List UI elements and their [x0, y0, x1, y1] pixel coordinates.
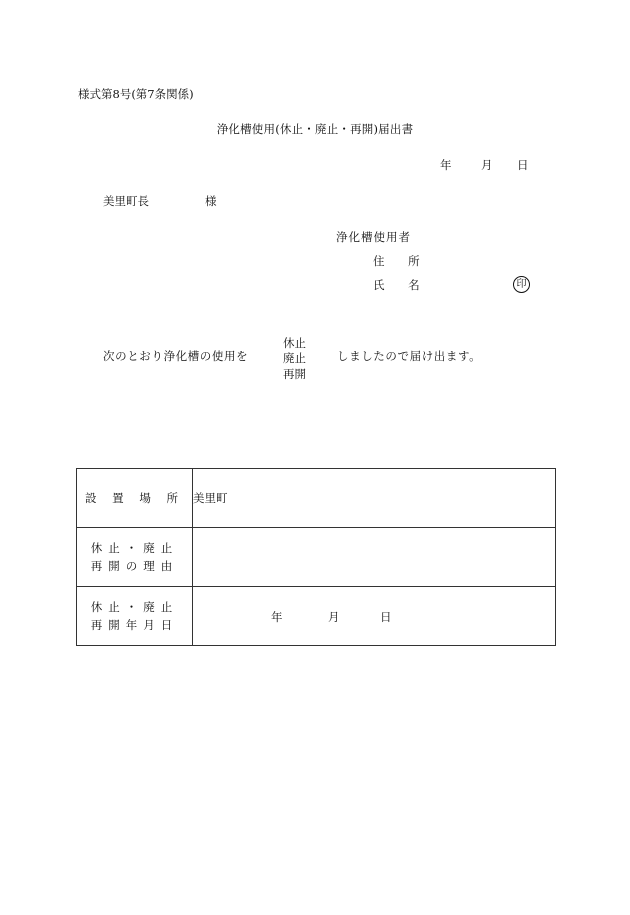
date-label-line-1: 休止・廃止 [90, 600, 179, 614]
location-value-cell [193, 469, 556, 528]
addressee-name: 美里町長 [103, 194, 149, 208]
table-row-location [77, 469, 556, 528]
location-value: 美里町 [193, 491, 228, 505]
table-date-month: 月 [328, 610, 340, 624]
reason-label-line-2: 再開の理由 [90, 559, 179, 573]
addressee-honorific: 様 [205, 194, 217, 208]
document-title: 浄化槽使用(休止・廃止・再開)届出書 [216, 122, 414, 136]
details-table [76, 468, 556, 646]
option-suspend: 休止 [283, 336, 306, 350]
form-number: 様式第8号(第7条関係) [78, 87, 194, 101]
table-date-day: 日 [380, 610, 392, 624]
table-row-date [77, 587, 556, 646]
address-label: 住 所 [373, 254, 430, 268]
applicant-heading: 浄化槽使用者 [336, 230, 411, 244]
seal-mark: 印 [513, 276, 530, 293]
date-year-label: 年 [440, 158, 452, 172]
name-label: 氏 名 [373, 278, 430, 292]
date-month-label: 月 [481, 158, 493, 172]
date-fields [193, 606, 555, 626]
reason-value-cell [193, 528, 556, 587]
date-label-cell [77, 587, 193, 646]
table-row-reason [77, 528, 556, 587]
option-resume: 再開 [283, 367, 306, 381]
location-label-cell [77, 469, 193, 528]
reason-label-line-1: 休止・廃止 [90, 541, 179, 555]
reason-label-cell [77, 528, 193, 587]
date-value-cell [193, 587, 556, 646]
date-day-label: 日 [517, 158, 529, 172]
table-date-year: 年 [271, 610, 283, 624]
option-abolish: 廃止 [283, 351, 306, 365]
location-label: 設 置 場 所 [85, 491, 184, 505]
date-label-line-2: 再開年月日 [90, 618, 179, 632]
statement-lead: 次のとおり浄化槽の使用を [103, 349, 249, 363]
statement-tail: しましたので届け出ます。 [337, 349, 482, 363]
